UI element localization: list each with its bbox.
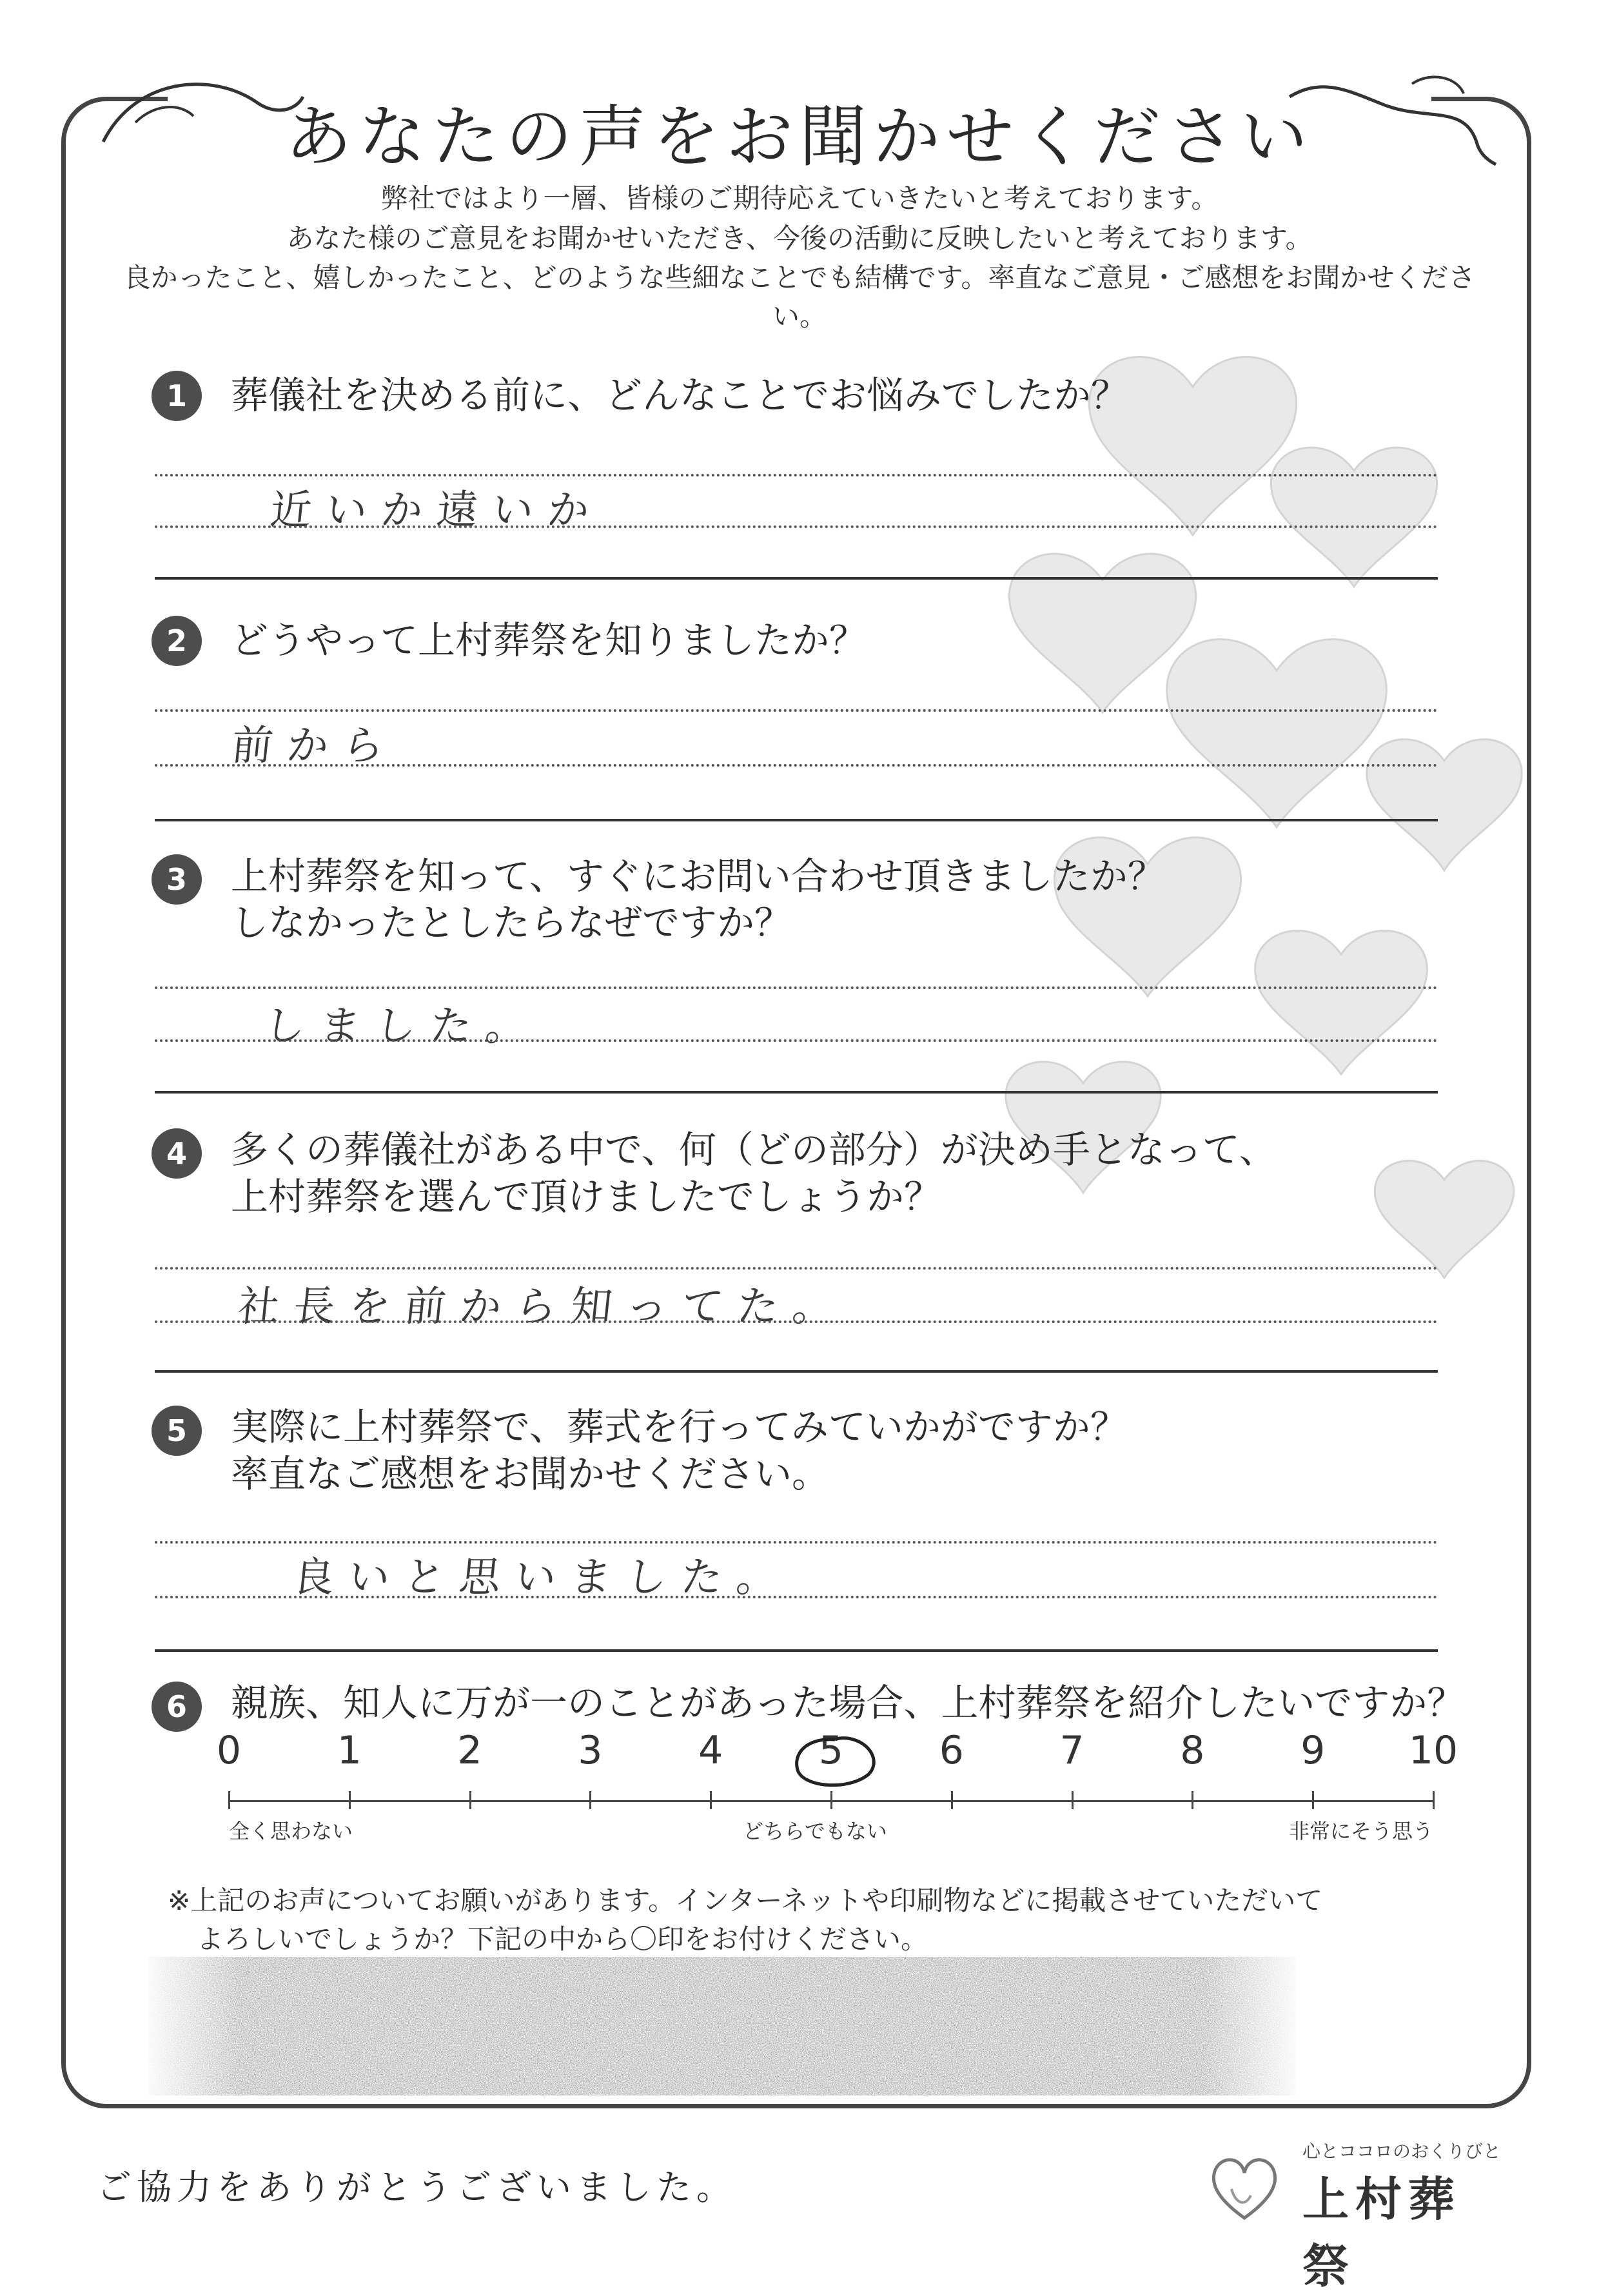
question-5-answer: 良いと思いました。 bbox=[290, 1554, 795, 1602]
redacted-selection-area bbox=[148, 1957, 1296, 2095]
rating-tick-label-10: 10 bbox=[1408, 1728, 1458, 1773]
question-4-answer: 社長を前から知ってた。 bbox=[235, 1283, 851, 1331]
rating-tick-mark bbox=[469, 1791, 471, 1809]
question-5-text-line-2: 率直なご感想をお聞かせください。 bbox=[231, 1452, 830, 1496]
rating-mid-label: どちらでもない bbox=[743, 1819, 887, 1843]
rating-tick-mark bbox=[1072, 1791, 1074, 1809]
answer-line bbox=[155, 1541, 1438, 1544]
question-2-text: どうやって上村葬祭を知りましたか？ bbox=[231, 618, 867, 662]
rating-tick-label-3: 3 bbox=[578, 1728, 603, 1773]
answer-line bbox=[155, 709, 1438, 712]
question-3-text-line-1: 上村葬祭を知って、すぐにお問い合わせ頂きましたか？ bbox=[231, 854, 1165, 898]
logo-tagline: 心とココロのおくりびと bbox=[1302, 2141, 1502, 2162]
rating-tick-label-4: 4 bbox=[698, 1728, 723, 1773]
answer-line bbox=[155, 986, 1438, 989]
rating-tick-mark bbox=[951, 1791, 953, 1809]
rating-tick-mark bbox=[589, 1791, 591, 1809]
question-1-answer: 近いか遠いか bbox=[268, 487, 606, 535]
question-number-badge: 5 bbox=[152, 1406, 202, 1456]
rating-tick-label-1: 1 bbox=[337, 1728, 362, 1773]
logo-company-name: 上村葬祭 bbox=[1302, 2172, 1462, 2293]
answer-line bbox=[155, 1039, 1438, 1042]
answer-line bbox=[155, 474, 1438, 476]
rating-tick-label-2: 2 bbox=[457, 1728, 482, 1773]
section-divider bbox=[155, 1370, 1438, 1373]
heart-logo-icon bbox=[1206, 2150, 1283, 2228]
page-title: あなたの声をお聞かせください bbox=[284, 97, 1314, 176]
question-5-text-line-1: 実際に上村葬祭で、葬式を行ってみていかがですか？ bbox=[231, 1405, 1128, 1449]
rating-tick-mark bbox=[710, 1791, 712, 1809]
rating-tick-label-0: 0 bbox=[216, 1728, 242, 1773]
rating-tick-mark bbox=[349, 1791, 351, 1809]
section-divider bbox=[155, 577, 1438, 580]
rating-tick-label-8: 8 bbox=[1180, 1728, 1205, 1773]
thank-you-message: ご協力をありがとうございました。 bbox=[97, 2167, 736, 2208]
question-number-badge: 4 bbox=[152, 1128, 202, 1179]
intro-line-1: 弊社ではより一層、皆様のご期待応えていきたいと考えております。 bbox=[380, 182, 1219, 214]
question-number-badge: 6 bbox=[152, 1682, 202, 1732]
question-3-text-line-2: しなかったとしたらなぜですか？ bbox=[231, 901, 792, 945]
rating-tick-label-5: 5 bbox=[818, 1728, 844, 1773]
rating-high-label: 非常にそう思う bbox=[1288, 1819, 1433, 1843]
question-3-answer: しました。 bbox=[261, 1003, 544, 1050]
section-divider bbox=[155, 1091, 1438, 1094]
question-4-text-line-1: 多くの葬儀社がある中で、何（どの部分）が決め手となって、 bbox=[231, 1128, 1277, 1172]
right-flourish-ornament bbox=[1283, 64, 1502, 168]
left-flourish-ornament bbox=[97, 64, 309, 155]
publication-notice-line-1: ※上記のお声についてお願いがあります。インターネットや印刷物などに掲載させていただいて bbox=[168, 1885, 1323, 1916]
section-divider bbox=[155, 1649, 1438, 1652]
rating-tick-label-9: 9 bbox=[1300, 1728, 1326, 1773]
rating-tick-mark bbox=[1192, 1791, 1193, 1809]
answer-line bbox=[155, 764, 1438, 767]
company-logo bbox=[1206, 2137, 1509, 2293]
question-number-badge: 1 bbox=[152, 371, 202, 421]
question-1-text: 葬儀社を決める前に、どんなことでお悩みでしたか？ bbox=[231, 373, 1129, 417]
answer-line bbox=[155, 525, 1438, 528]
answer-line bbox=[155, 1596, 1438, 1598]
rating-tick-label-7: 7 bbox=[1059, 1728, 1084, 1773]
selected-rating-circle bbox=[790, 1734, 880, 1792]
rating-low-label: 全く思わない bbox=[229, 1819, 353, 1843]
section-divider bbox=[155, 819, 1438, 821]
intro-line-2: あなた様のご意見をお聞かせいただき、今後の活動に反映したいと考えております。 bbox=[286, 222, 1313, 254]
rating-tick-mark bbox=[830, 1791, 832, 1809]
title-banner bbox=[168, 71, 1431, 176]
rating-tick-mark bbox=[1312, 1791, 1314, 1809]
rating-tick-mark bbox=[1433, 1791, 1435, 1809]
answer-line bbox=[155, 1320, 1438, 1323]
rating-tick-mark bbox=[228, 1791, 230, 1809]
question-number-badge: 2 bbox=[152, 616, 202, 666]
question-4-text-line-2: 上村葬祭を選んで頂けましたでしょうか？ bbox=[231, 1175, 942, 1219]
question-2-answer: 前から bbox=[229, 722, 401, 770]
answer-line bbox=[155, 1267, 1438, 1270]
question-6-text: 親族、知人に万が一のことがあった場合、上村葬祭を紹介したいですか？ bbox=[231, 1681, 1465, 1725]
rating-tick-label-6: 6 bbox=[939, 1728, 964, 1773]
question-number-badge: 3 bbox=[152, 854, 202, 905]
publication-notice-line-2: よろしいでしょうか？下記の中から〇印をお付けください。 bbox=[197, 1923, 928, 1955]
intro-line-3: 良かったこと、嬉しかったこと、どのような些細なことでも結構です。率直なご意見・ご感想をお聞かせください。 bbox=[123, 262, 1476, 332]
